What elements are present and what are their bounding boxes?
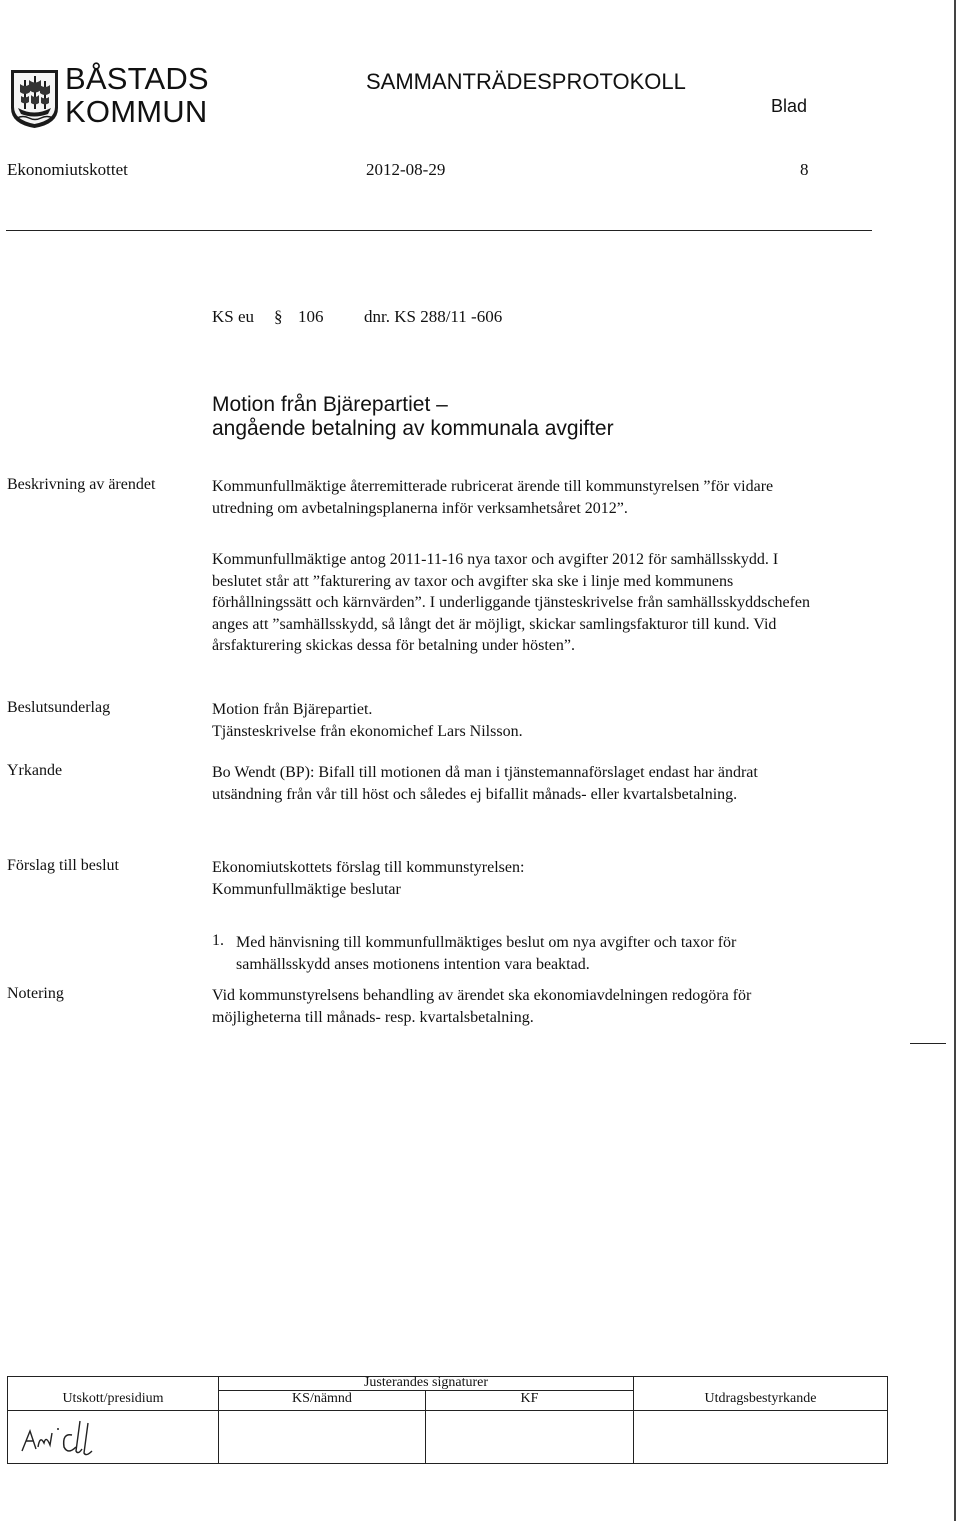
title-line-1: Motion från Bjärepartiet – — [212, 393, 448, 416]
page-label: Blad — [771, 96, 808, 116]
handwritten-signature-icon — [18, 1413, 118, 1461]
municipality-name — [65, 62, 209, 128]
reference-prefix: KS eu — [212, 307, 255, 326]
col-utdragsbestyrkande: Utdragsbestyrkande — [634, 1391, 888, 1411]
beslutsunderlag-list — [212, 699, 812, 742]
beslutsunderlag-item: Motion från Bjärepartiet. — [212, 701, 373, 718]
brand-line-2: KOMMUN — [65, 94, 208, 129]
diary-number: dnr. KS 288/11 -606 — [364, 307, 503, 326]
beskrivning-paragraph-1: Kommunfullmäktige återremitterade rubricerat ärende till kommunstyrelsen ”för vidare utredning om avbetalningsplanerna inför verksamhetsåret 2012”. — [212, 478, 774, 517]
label-beskrivning: Beskrivning av ärendet — [7, 476, 156, 493]
forslag-item-text: Med hänvisning till kommunfullmäktiges beslut om nya avgifter och taxor för samhällsskydd anses motionens intention vara beaktad. — [236, 934, 737, 973]
notering-text — [212, 985, 812, 1028]
beslutsunderlag-item: Tjänsteskrivelse från ekonomichef Lars Nilsson. — [212, 722, 523, 740]
signature-cell-ks — [219, 1411, 426, 1464]
label-forslag: Förslag till beslut — [7, 857, 119, 874]
signature-table — [7, 1376, 888, 1464]
beskrivning-text-2 — [212, 549, 812, 657]
label-yrkande: Yrkande — [7, 762, 63, 779]
beskrivning-paragraph-2: Kommunfullmäktige antog 2011-11-16 nya taxor och avgifter 2012 för samhällsskydd. I beslutet står att ”fakturering av taxor och avgifter ska ske i linje med kommunens förhållningssätt och kärnvärden”. I underliggande tjänsteskrivelse från samhällsskyddschefen anges att ”samhällsskydd, så långt det är möjligt, skickar samlingsfakturor till kund. Vid årsfakturering skickas dessa för betalning under hösten”. — [212, 551, 811, 654]
header-divider — [6, 230, 872, 231]
yrkande-text — [212, 762, 812, 805]
col-ks-namnd: KS/nämnd — [219, 1391, 426, 1411]
page-title — [212, 393, 614, 441]
ship-crest-logo-icon — [9, 68, 60, 130]
signature-cell-utskott — [8, 1411, 219, 1464]
label-notering: Notering — [7, 985, 64, 1002]
col-utskott: Utskott/presidium — [8, 1391, 219, 1411]
page-number: 8 — [800, 160, 809, 179]
meeting-date: 2012-08-29 — [366, 160, 446, 179]
section-number: 106 — [298, 307, 324, 326]
end-dash — [910, 1043, 946, 1044]
brand-line-1: BÅSTADS — [65, 61, 209, 96]
sig-cell-empty — [8, 1377, 219, 1391]
document-type: SAMMANTRÄDESPROTOKOLL — [366, 69, 686, 94]
forslag-text — [212, 857, 812, 900]
yrkande-paragraph: Bo Wendt (BP): Bifall till motionen då man i tjänstemannaförslaget endast har ändrat utsändning från vår till höst och således ej bifallit månads- eller kvartalsbetalning. — [212, 764, 758, 803]
signature-cell-utdrag — [634, 1411, 888, 1464]
col-kf: KF — [426, 1391, 634, 1411]
sig-cell-empty — [634, 1377, 888, 1391]
forslag-line-2: Kommunfullmäktige beslutar — [212, 880, 401, 898]
section-symbol: § — [274, 307, 283, 326]
scan-edge — [954, 0, 956, 1521]
signature-cell-kf — [426, 1411, 634, 1464]
beskrivning-text — [212, 476, 812, 519]
notering-paragraph: Vid kommunstyrelsens behandling av ärendet ska ekonomiavdelningen redogöra för möjligheterna till månads- resp. kvartalsbetalning. — [212, 987, 752, 1026]
forslag-item-number: 1. — [212, 932, 224, 949]
committee-name: Ekonomiutskottet — [7, 160, 128, 179]
signature-heading: Justerandes signaturer — [219, 1377, 634, 1391]
label-beslutsunderlag: Beslutsunderlag — [7, 699, 111, 716]
title-line-2: angående betalning av kommunala avgifter — [212, 417, 614, 440]
forslag-line-1: Ekonomiutskottets förslag till kommunstyrelsen: — [212, 859, 525, 876]
